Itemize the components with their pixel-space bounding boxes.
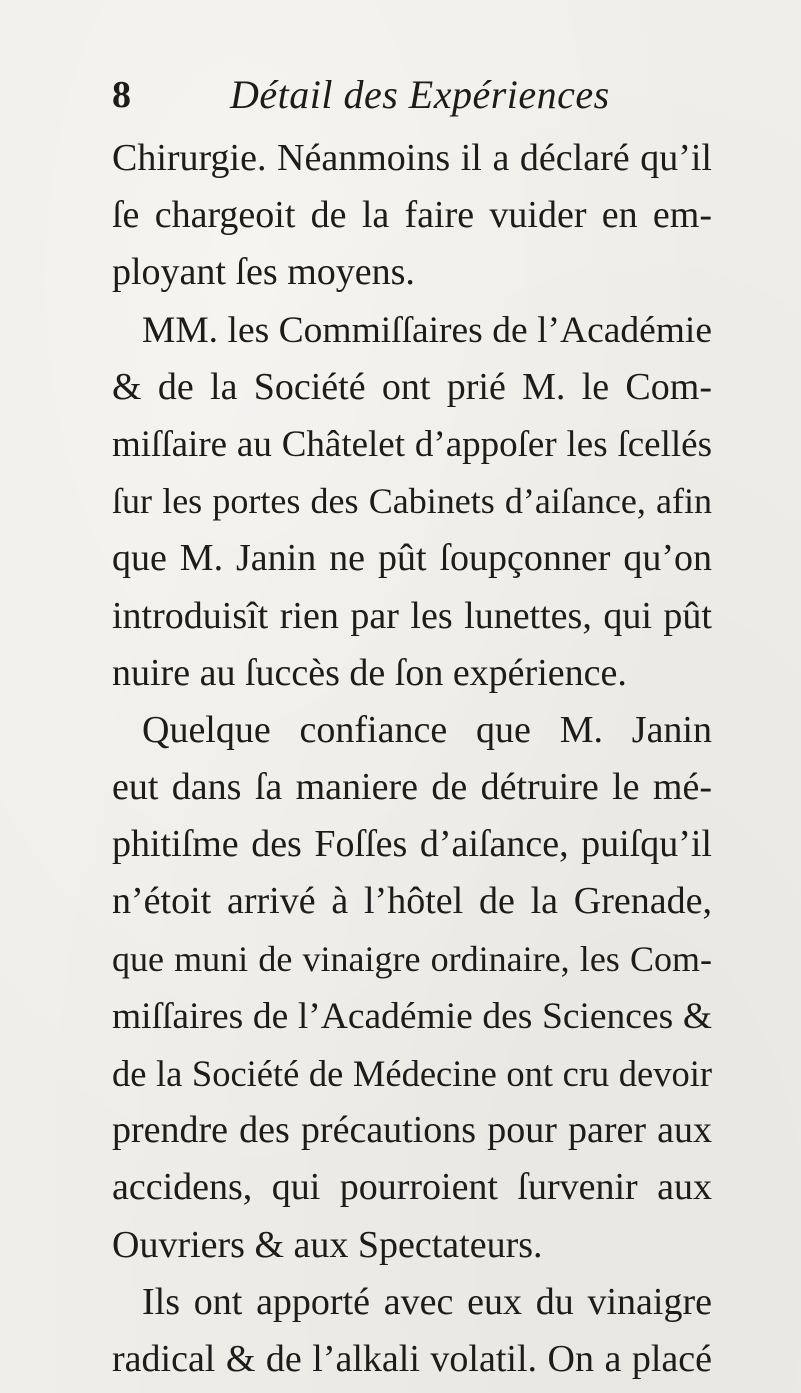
text-line: Chirurgie. Néanmoins il a déclaré qu’il [112, 137, 712, 179]
text-line: & de la Société ont prié M. le Com- [112, 365, 712, 408]
page-number: 8 [112, 74, 131, 116]
text-line: miſſaires de l’Académie des Sciences & [112, 995, 712, 1037]
text-line: ſe chargeoit de la faire vuider en em- [112, 194, 712, 237]
text-line: de la Société de Médecine ont cru devoir [112, 1053, 712, 1094]
text-line: n’étoit arrivé à l’hôtel de la Grenade, [112, 880, 712, 923]
text-line: miſſaire au Châtelet d’appoſer les ſcellés [112, 423, 712, 465]
text-line: radical & de l’alkali volatil. On a placé [112, 1337, 712, 1380]
text-line: MM. les Commiſſaires de l’Académie [142, 309, 712, 351]
text-line: que M. Janin ne pût ſoupçonner qu’on [112, 537, 712, 580]
text-line: Ils ont apporté avec eux du vinaigre [142, 1280, 712, 1323]
text-line: accidens, qui pourroient ſurvenir aux [112, 1166, 712, 1209]
text-line: ployant ſes moyens. [112, 251, 415, 294]
text-line: nuire au ſuccès de ſon expérience. [112, 651, 627, 694]
text-line: phitiſme des Foſſes d’aiſance, puiſqu’il [112, 823, 712, 866]
text-line: introduisît rien par les lunettes, qui pût [112, 594, 712, 637]
text-line: ſur les portes des Cabinets d’aiſance, afin [112, 481, 712, 522]
text-line: eut dans ſa maniere de détruire le mé- [112, 766, 712, 809]
text-line: prendre des précautions pour parer aux [112, 1109, 712, 1152]
text-line: Quelque confiance que M. Janin [142, 708, 712, 751]
page-header [112, 70, 712, 120]
text-line: Ouvriers & aux Spectateurs. [112, 1223, 543, 1266]
body-text [112, 130, 712, 1388]
text-line: que muni de vinaigre ordinaire, les Com- [112, 938, 712, 979]
running-head: Détail des Expériences [230, 72, 610, 117]
